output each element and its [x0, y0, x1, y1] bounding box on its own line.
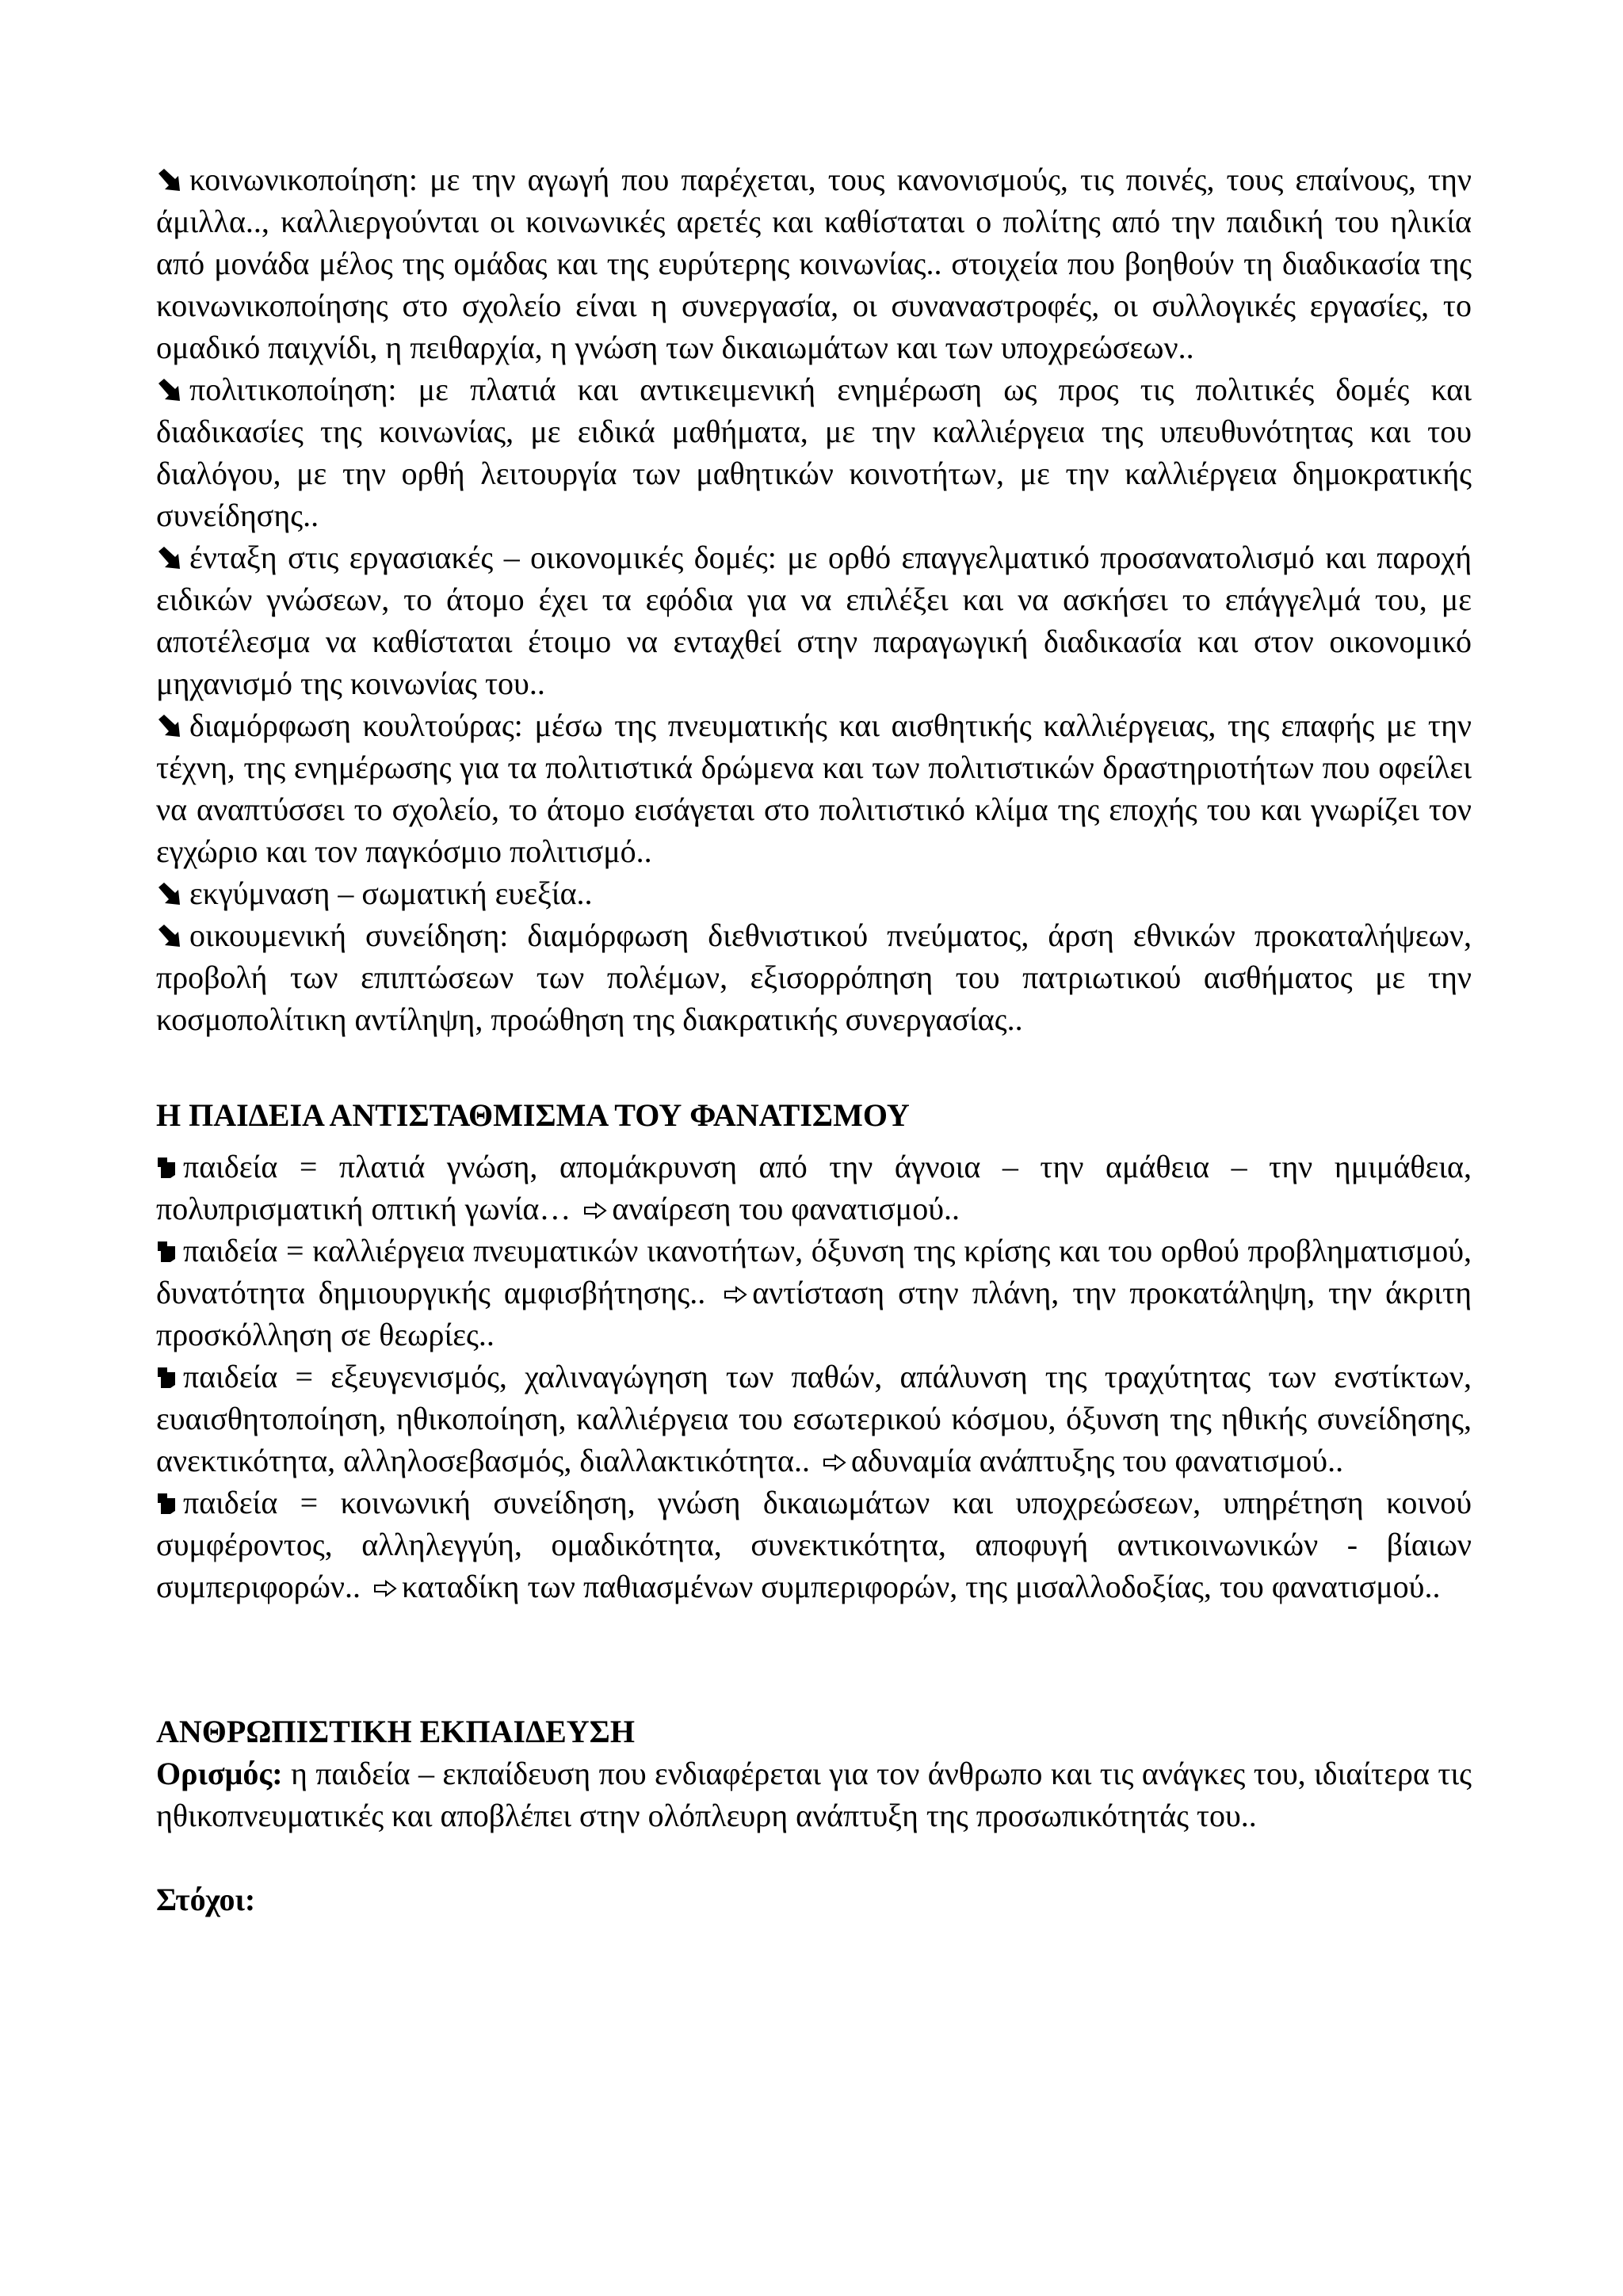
list-item-result: καταδίκη των παθιασμένων συμπεριφορών, της μισαλλοδοξίας, του φανατισμού.. — [402, 1569, 1441, 1604]
goals-label: Στόχοι: — [156, 1882, 256, 1917]
definition-label: Ορισμός: — [156, 1756, 283, 1791]
list-item-text: παιδεία = καλλιέργεια πνευματικών ικανοτήτων, όξυνση της κρίσης και του ορθού προβληματισμού, δυνατότητα δημιουργικής αμφισβήτησης.. — [156, 1233, 1472, 1310]
section-heading: ΑΝΘΡΩΠΙΣΤΙΚΗ ΕΚΠΑΙΔΕΥΣΗ — [156, 1714, 635, 1749]
list-item-result: αναίρεση του φανατισμού.. — [612, 1191, 960, 1226]
implies-arrow-icon — [823, 1454, 846, 1471]
list-item-text: παιδεία = πλατιά γνώση, απομάκρυνση από την άγνοια – την αμάθεια – την ημιμάθεια, πολυπρισματική οπτική γωνία… — [156, 1149, 1472, 1226]
pointer-icon — [156, 1240, 177, 1264]
list-item — [156, 1356, 1472, 1482]
arrow-down-right-icon — [156, 379, 183, 402]
section-heading: Η ΠΑΙΔΕΙΑ ΑΝΤΙΣΤΑΘΜΙΣΜΑ ΤΟΥ ΦΑΝΑΤΙΣΜΟΥ — [156, 1097, 910, 1133]
arrow-down-right-icon — [156, 883, 183, 906]
list-item — [156, 1146, 1472, 1230]
pointer-icon — [156, 1366, 177, 1390]
document-page — [156, 158, 1472, 1920]
implies-arrow-icon — [373, 1580, 397, 1597]
implies-arrow-icon — [724, 1286, 747, 1303]
arrow-down-right-icon — [156, 547, 183, 570]
pointer-icon — [156, 1492, 177, 1516]
list-item — [156, 368, 1472, 536]
definition-paragraph — [156, 1753, 1472, 1836]
list-item-text: εκγύμναση – σωματική ευεξία.. — [189, 875, 593, 911]
goals-paragraph — [156, 1878, 1472, 1920]
list-item — [156, 536, 1472, 704]
list-item — [156, 872, 1472, 914]
arrow-down-right-icon — [156, 925, 183, 948]
list-item-text: διαμόρφωση κουλτούρας: μέσω της πνευματικής και αισθητικής καλλιέργειας, της επαφής με την τέχνη, της ενημέρωσης για τα πολιτιστικά δρώμενα και των πολιτιστικών δραστηριοτήτων που οφείλει να αναπτύσσει το σχολείο, το άτομο εισάγεται στο πολιτιστικό κλίμα της εποχής του και γνωρίζει τον εγχώριο και τον παγκόσμιο πολιτισμό.. — [156, 707, 1472, 869]
list-item-text: παιδεία = κοινωνική συνείδηση, γνώση δικαιωμάτων και υποχρεώσεων, υπηρέτηση κοινού συμφέροντος, αλληλεγγύη, ομαδικότητα, συνεκτικότητα, αποφυγή αντικοινωνικών - βίαιων συμπεριφορών.. — [156, 1485, 1472, 1604]
list-item — [156, 158, 1472, 368]
list-item-text: ένταξη στις εργασιακές – οικονομικές δομές: με ορθό επαγγελματικό προσανατολισμό και παροχή ειδικών γνώσεων, το άτομο έχει τα εφόδια για να επιλέξει και να ασκήσει το επάγγελμά του, με αποτέλεσμα να καθίσταται έτοιμο να ενταχθεί στην παραγωγική διαδικασία και στον οικονομικό μηχανισμό της κοινωνίας του.. — [156, 540, 1472, 701]
list-item — [156, 1230, 1472, 1356]
implies-arrow-icon — [583, 1202, 607, 1219]
arrow-down-right-icon — [156, 715, 183, 738]
list-item — [156, 914, 1472, 1040]
list-item-text: κοινωνικοποίηση: με την αγωγή που παρέχεται, τους κανονισμούς, τις ποινές, τους επαίνους, την άμιλλα.., καλλιεργούνται οι κοινωνικές αρετές και καθίσταται ο πολίτης από την παιδική του ηλικία από μονάδα μέλος της ομάδας και της ευρύτερης κοινωνίας.. στοιχεία που βοηθούν τη διαδικασία της κοινωνικοποίησης στο σχολείο είναι η συνεργασία, οι συναναστροφές, οι συλλογικές εργασίες, το ομαδικό παιχνίδι, η πειθαρχία, η γνώση των δικαιωμάτων και των υποχρεώσεων.. — [156, 162, 1472, 365]
pointer-icon — [156, 1156, 177, 1180]
arrow-down-right-icon — [156, 169, 183, 193]
list-item-result: αντίσταση στην πλάνη, την προκατάληψη, την άκριτη προσκόλληση σε θεωρίες.. — [156, 1275, 1472, 1352]
list-item — [156, 704, 1472, 872]
list-item-result: αδυναμία ανάπτυξης του φανατισμού.. — [850, 1443, 1344, 1478]
definition-text: η παιδεία – εκπαίδευση που ενδιαφέρεται για τον άνθρωπο και τις ανάγκες του, ιδιαίτερα τις ηθικοπνευματικές και αποβλέπει στην ολόπλευρη ανάπτυξη της προσωπικότητάς του.. — [156, 1756, 1472, 1833]
list-item-text: παιδεία = εξευγενισμός, χαλιναγώγηση των παθών, απάλυνση της τραχύτητας των ενστίκτων, ευαισθητοποίηση, ηθικοποίηση, καλλιέργεια του εσωτερικού κόσμου, όξυνση της ηθικής συνείδησης, ανεκτικότητα, αλληλοσεβασμός, διαλλακτικότητα.. — [156, 1359, 1472, 1478]
list-item-text: πολιτικοποίηση: με πλατιά και αντικειμενική ενημέρωση ως προς τις πολιτικές δομές και διαδικασίες της κοινωνίας, με ειδικά μαθήματα, με την καλλιέργεια της υπευθυνότητας και του διαλόγου, με την ορθή λειτουργία των μαθητικών κοινοτήτων, με την καλλιέργεια δημοκρατικής συνείδησης.. — [156, 372, 1472, 533]
list-item-text: οικουμενική συνείδηση: διαμόρφωση διεθνιστικού πνεύματος, άρση εθνικών προκαταλήψεων, προβολή των επιπτώσεων των πολέμων, εξισορρόπηση του πατριωτικού αισθήματος με την κοσμοπολίτικη αντίληψη, προώθηση της διακρατικής συνεργασίας.. — [156, 917, 1472, 1037]
list-item — [156, 1482, 1472, 1608]
